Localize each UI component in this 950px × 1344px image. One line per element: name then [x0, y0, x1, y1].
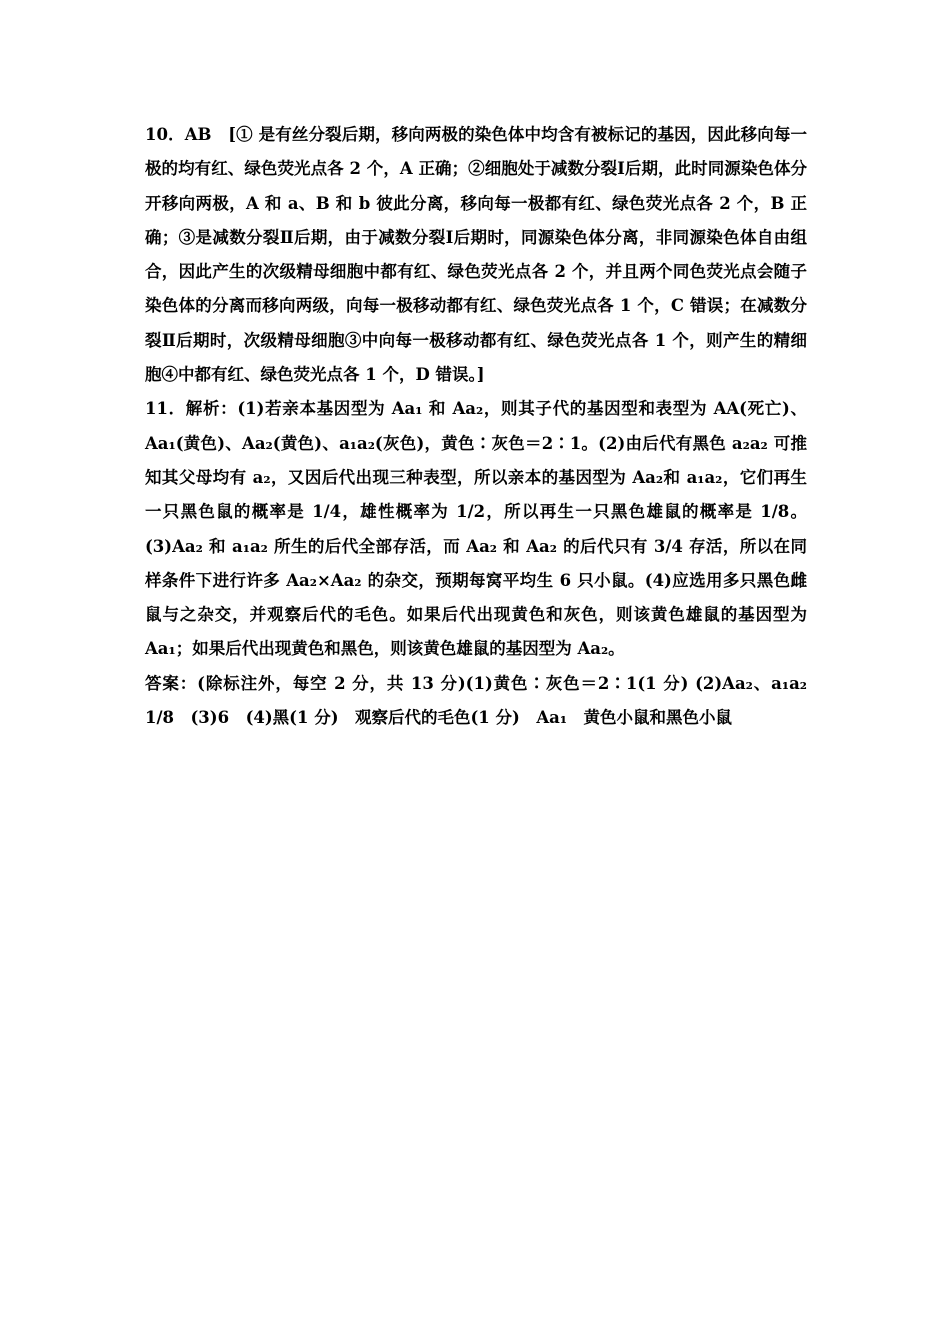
question-11-answer [145, 667, 824, 736]
q10-text: 10．AB [① 是有丝分裂后期，移向两极的染色体中均含有被标记的基因，因此移向每一极的均有红、绿色荧光点各 2 个，A 正确；②细胞处于减数分裂Ⅰ后期，此时同源染色体分开移向两极，A 和 a、B 和 b 彼此分离，移向每一极都有红、绿色荧光点各 2 个，B 正确；③是减数分裂Ⅱ后期，由于减数分裂Ⅰ后期时，同源染色体分离，非同源染色体自由组合，因此产生的次级精母细胞中都有红、绿色荧光点各 2 个，并且两个同色荧光点会随子染色体的分离而移向两级，向每一极移动都有红、绿色荧光点各 1 个，C 错误；在减数分裂Ⅱ后期时，次级精母细胞③中向每一极移动都有红、绿色荧光点各 1 个，则产生的精细胞④中都有红、绿色荧光点各 1 个，D 错误。] [145, 125, 807, 385]
answer-content [145, 118, 824, 735]
question-10-explanation [145, 118, 807, 392]
q11-answer-text: 答案：(除标注外，每空 2 分，共 13 分)(1)黄色∶灰色＝2∶1(1 分) (2)Aa₂、a₁a₂ 1/8 (3)6 (4)黑(1 分) 观察后代的毛色(1 分) Aa₁ 黄色小鼠和黑色小鼠 [145, 673, 824, 728]
question-11-analysis [145, 392, 807, 666]
q11-analysis-text: 11．解析：(1)若亲本基因型为 Aa₁ 和 Aa₂，则其子代的基因型和表型为 AA(死亡)、Aa₁(黄色)、Aa₂(黄色)、a₁a₂(灰色)，黄色∶灰色＝2∶1。(2)由后代有黑色 a₂a₂ 可推知其父母均有 a₂，又因后代出现三种表型，所以亲本的基因型为 Aa₂和 a₁a₂，它们再生一只黑色鼠的概率是 1/4，雄性概率为 1/2，所以再生一只黑色雄鼠的概率是 1/8。(3)Aa₂ 和 a₁a₂ 所生的后代全部存活，而 Aa₂ 和 Aa₂ 的后代只有 3/4 存活，所以在同样条件下进行许多 Aa₂×Aa₂ 的杂交，预期每窝平均生 6 只小鼠。(4)应选用多只黑色雌鼠与之杂交，并观察后代的毛色。如果后代出现黄色和灰色，则该黄色雄鼠的基因型为 Aa₁；如果后代出现黄色和黑色，则该黄色雄鼠的基因型为 Aa₂。 [145, 399, 807, 659]
